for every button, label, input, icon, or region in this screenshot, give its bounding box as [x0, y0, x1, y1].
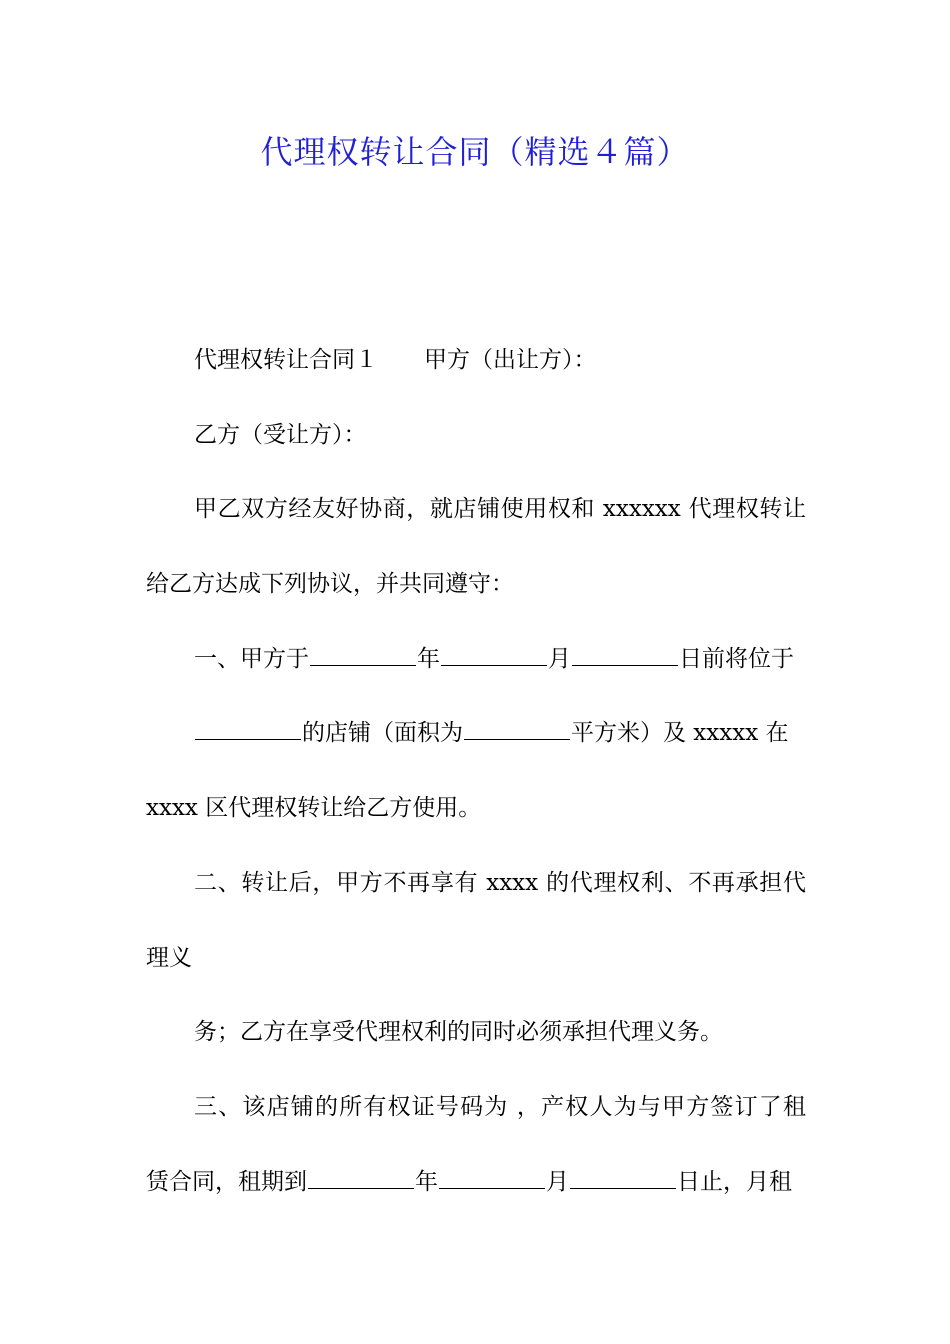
clause-1-line-3: xxxx 区代理权转让给乙方使用。	[146, 795, 482, 821]
party-b-label: 乙方（受让方）：	[194, 422, 367, 448]
clause-text: 平方米）及 xxxxx 在	[571, 720, 789, 746]
clause-3-line-2	[146, 1164, 806, 1200]
blank-field	[572, 641, 678, 666]
clause-text: 一、甲方于	[194, 646, 309, 672]
clause-2-line-1: 二、转让后，甲方不再享有 xxxx 的代理权利、不再承担代	[194, 870, 806, 896]
clause-1-line-2	[146, 715, 806, 751]
blank-field	[441, 641, 547, 666]
clause-2-line-2: 理义	[146, 945, 192, 971]
clause-text: 年	[415, 1169, 438, 1195]
clause-2-line-3: 务；乙方在享受代理权利的同时必须承担代理义务。	[194, 1019, 723, 1045]
clause-text: 月	[546, 1169, 569, 1195]
blank-field	[439, 1164, 545, 1189]
blank-field	[464, 715, 570, 740]
blank-field	[570, 1164, 676, 1189]
document-title: 代理权转让合同（精选４篇）	[260, 133, 690, 171]
clause-3-line-1: 三、该店铺的所有权证号码为 ，产权人为与甲方签订了租	[194, 1094, 806, 1120]
paragraph-line: 给乙方达成下列协议，并共同遵守：	[146, 571, 514, 597]
clause-text: 年	[417, 646, 440, 672]
clause-1-line-1	[146, 641, 806, 677]
party-b-line	[146, 417, 806, 453]
blank-field	[308, 1164, 414, 1189]
clause-text: 月	[548, 646, 571, 672]
blank-field	[195, 715, 301, 740]
clause-text: 日前将位于	[679, 646, 794, 672]
blank-field	[310, 641, 416, 666]
heading-line	[146, 342, 806, 378]
clause-text: 赁合同，租期到	[146, 1169, 307, 1195]
party-a-label: 甲方（出让方）：	[424, 347, 597, 373]
paragraph-line: 甲乙双方经友好协商，就店铺使用权和 xxxxxx 代理权转让	[194, 496, 806, 522]
clause-text: 日止，月租	[677, 1169, 792, 1195]
clause-text: 的店铺（面积为	[302, 720, 463, 746]
contract-heading: 代理权转让合同１	[194, 347, 378, 373]
